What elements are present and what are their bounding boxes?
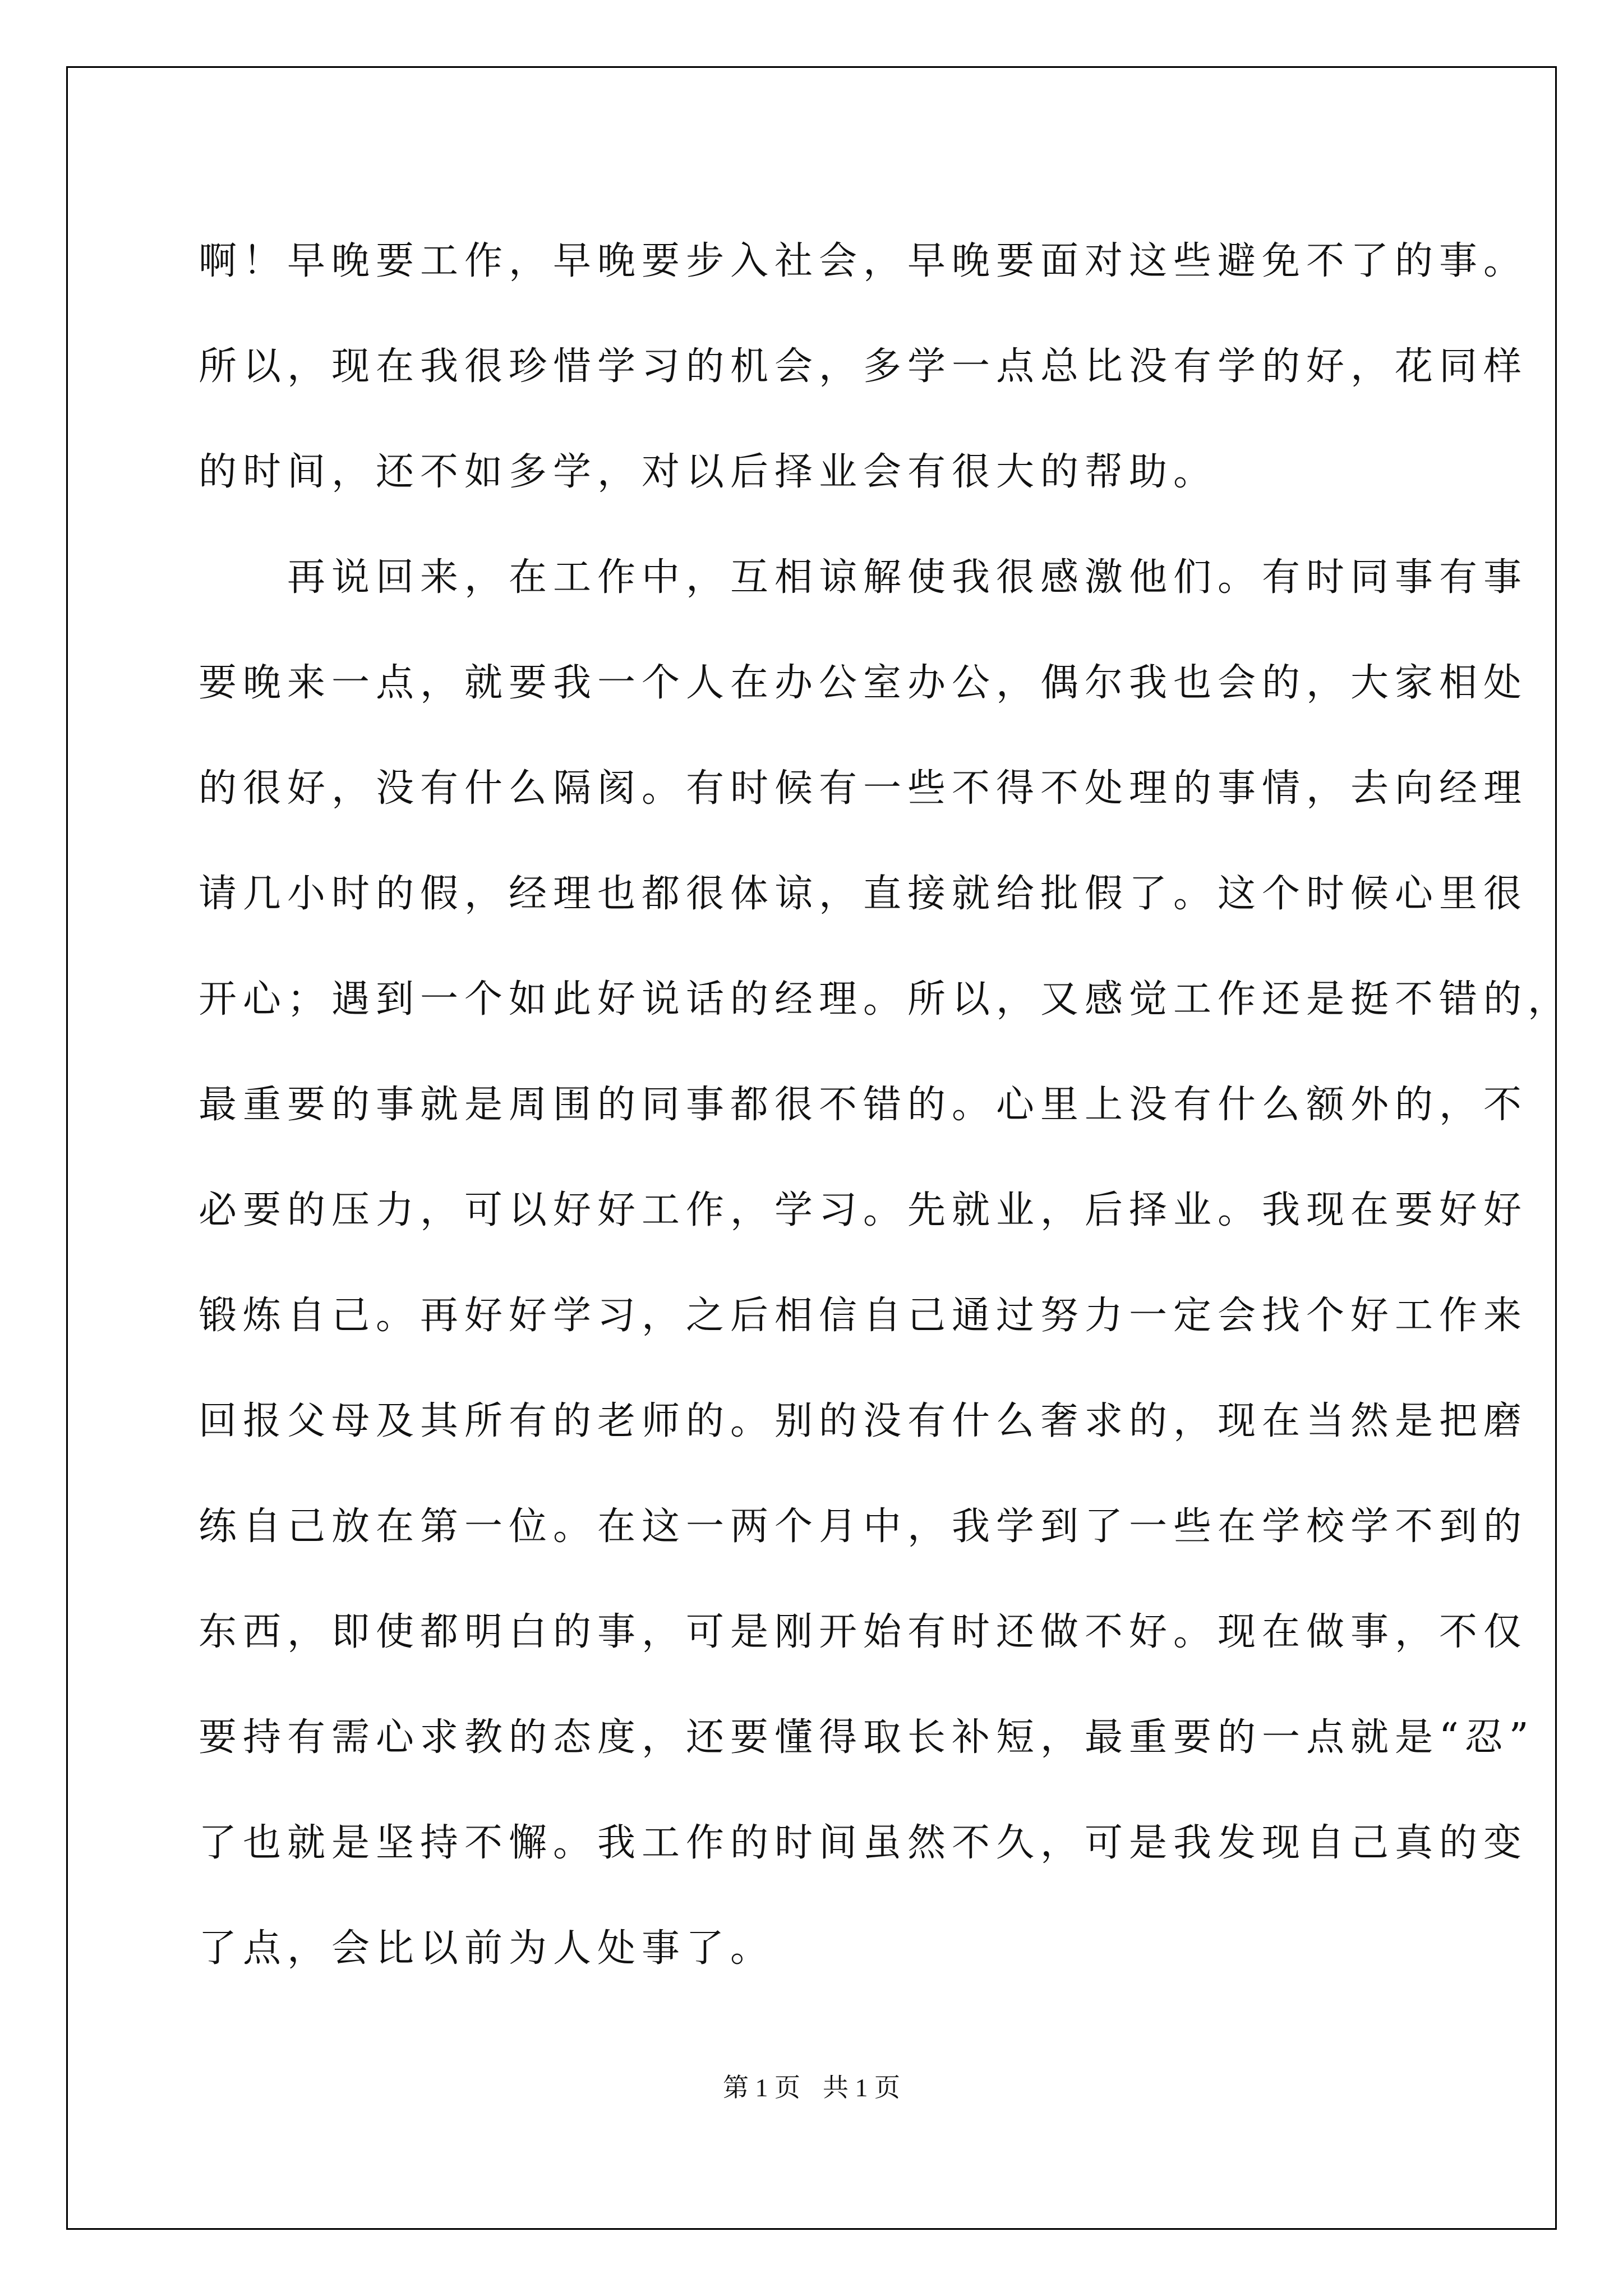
text-line: 的时间，还不如多学，对以后择业会有很大的帮助。 <box>199 450 1218 494</box>
text-line: 最重要的事就是周围的同事都很不错的。心里上没有什么额外的，不 <box>199 1083 1528 1127</box>
text-line: 再说回来，在工作中，互相谅解使我很感激他们。有时同事有事 <box>199 555 1528 600</box>
text-line: 请几小时的假，经理也都很体谅，直接就给批假了。这个时候心里很 <box>199 872 1528 916</box>
page-number: 第 1 页 <box>723 2073 800 2102</box>
text-line: 开心；遇到一个如此好说话的经理。所以，又感觉工作还是挺不错的， <box>199 977 1573 1022</box>
page-total: 共 1 页 <box>823 2073 900 2102</box>
text-line: 必要的压力，可以好好工作，学习。先就业，后择业。我现在要好好 <box>199 1188 1528 1232</box>
page-footer <box>0 2067 1623 2104</box>
text-line: 所以，现在我很珍惜学习的机会，多学一点总比没有学的好，花同样 <box>199 344 1528 389</box>
text-line: 的很好，没有什么隔阂。有时候有一些不得不处理的事情，去向经理 <box>199 766 1528 811</box>
text-line: 锻炼自己。再好好学习，之后相信自己通过努力一定会找个好工作来 <box>199 1294 1528 1338</box>
document-body <box>199 209 1573 2001</box>
text-line: 了点，会比以前为人处事了。 <box>199 1926 775 1971</box>
text-line: 了也就是坚持不懈。我工作的时间虽然不久，可是我发现自己真的变 <box>199 1821 1528 1865</box>
text-line: 回报父母及其所有的老师的。别的没有什么奢求的，现在当然是把磨 <box>199 1399 1528 1443</box>
text-line: 啊！早晚要工作，早晚要步入社会，早晚要面对这些避免不了的事。 <box>199 239 1528 283</box>
text-line: 东西，即使都明白的事，可是刚开始有时还做不好。现在做事，不仅 <box>199 1610 1528 1654</box>
text-line: 要持有需心求教的态度，还要懂得取长补短，最重要的一点就是“忍” <box>199 1715 1535 1760</box>
text-line: 要晚来一点，就要我一个人在办公室办公，偶尔我也会的，大家相处 <box>199 661 1528 705</box>
text-line: 练自己放在第一位。在这一两个月中，我学到了一些在学校学不到的 <box>199 1504 1528 1549</box>
